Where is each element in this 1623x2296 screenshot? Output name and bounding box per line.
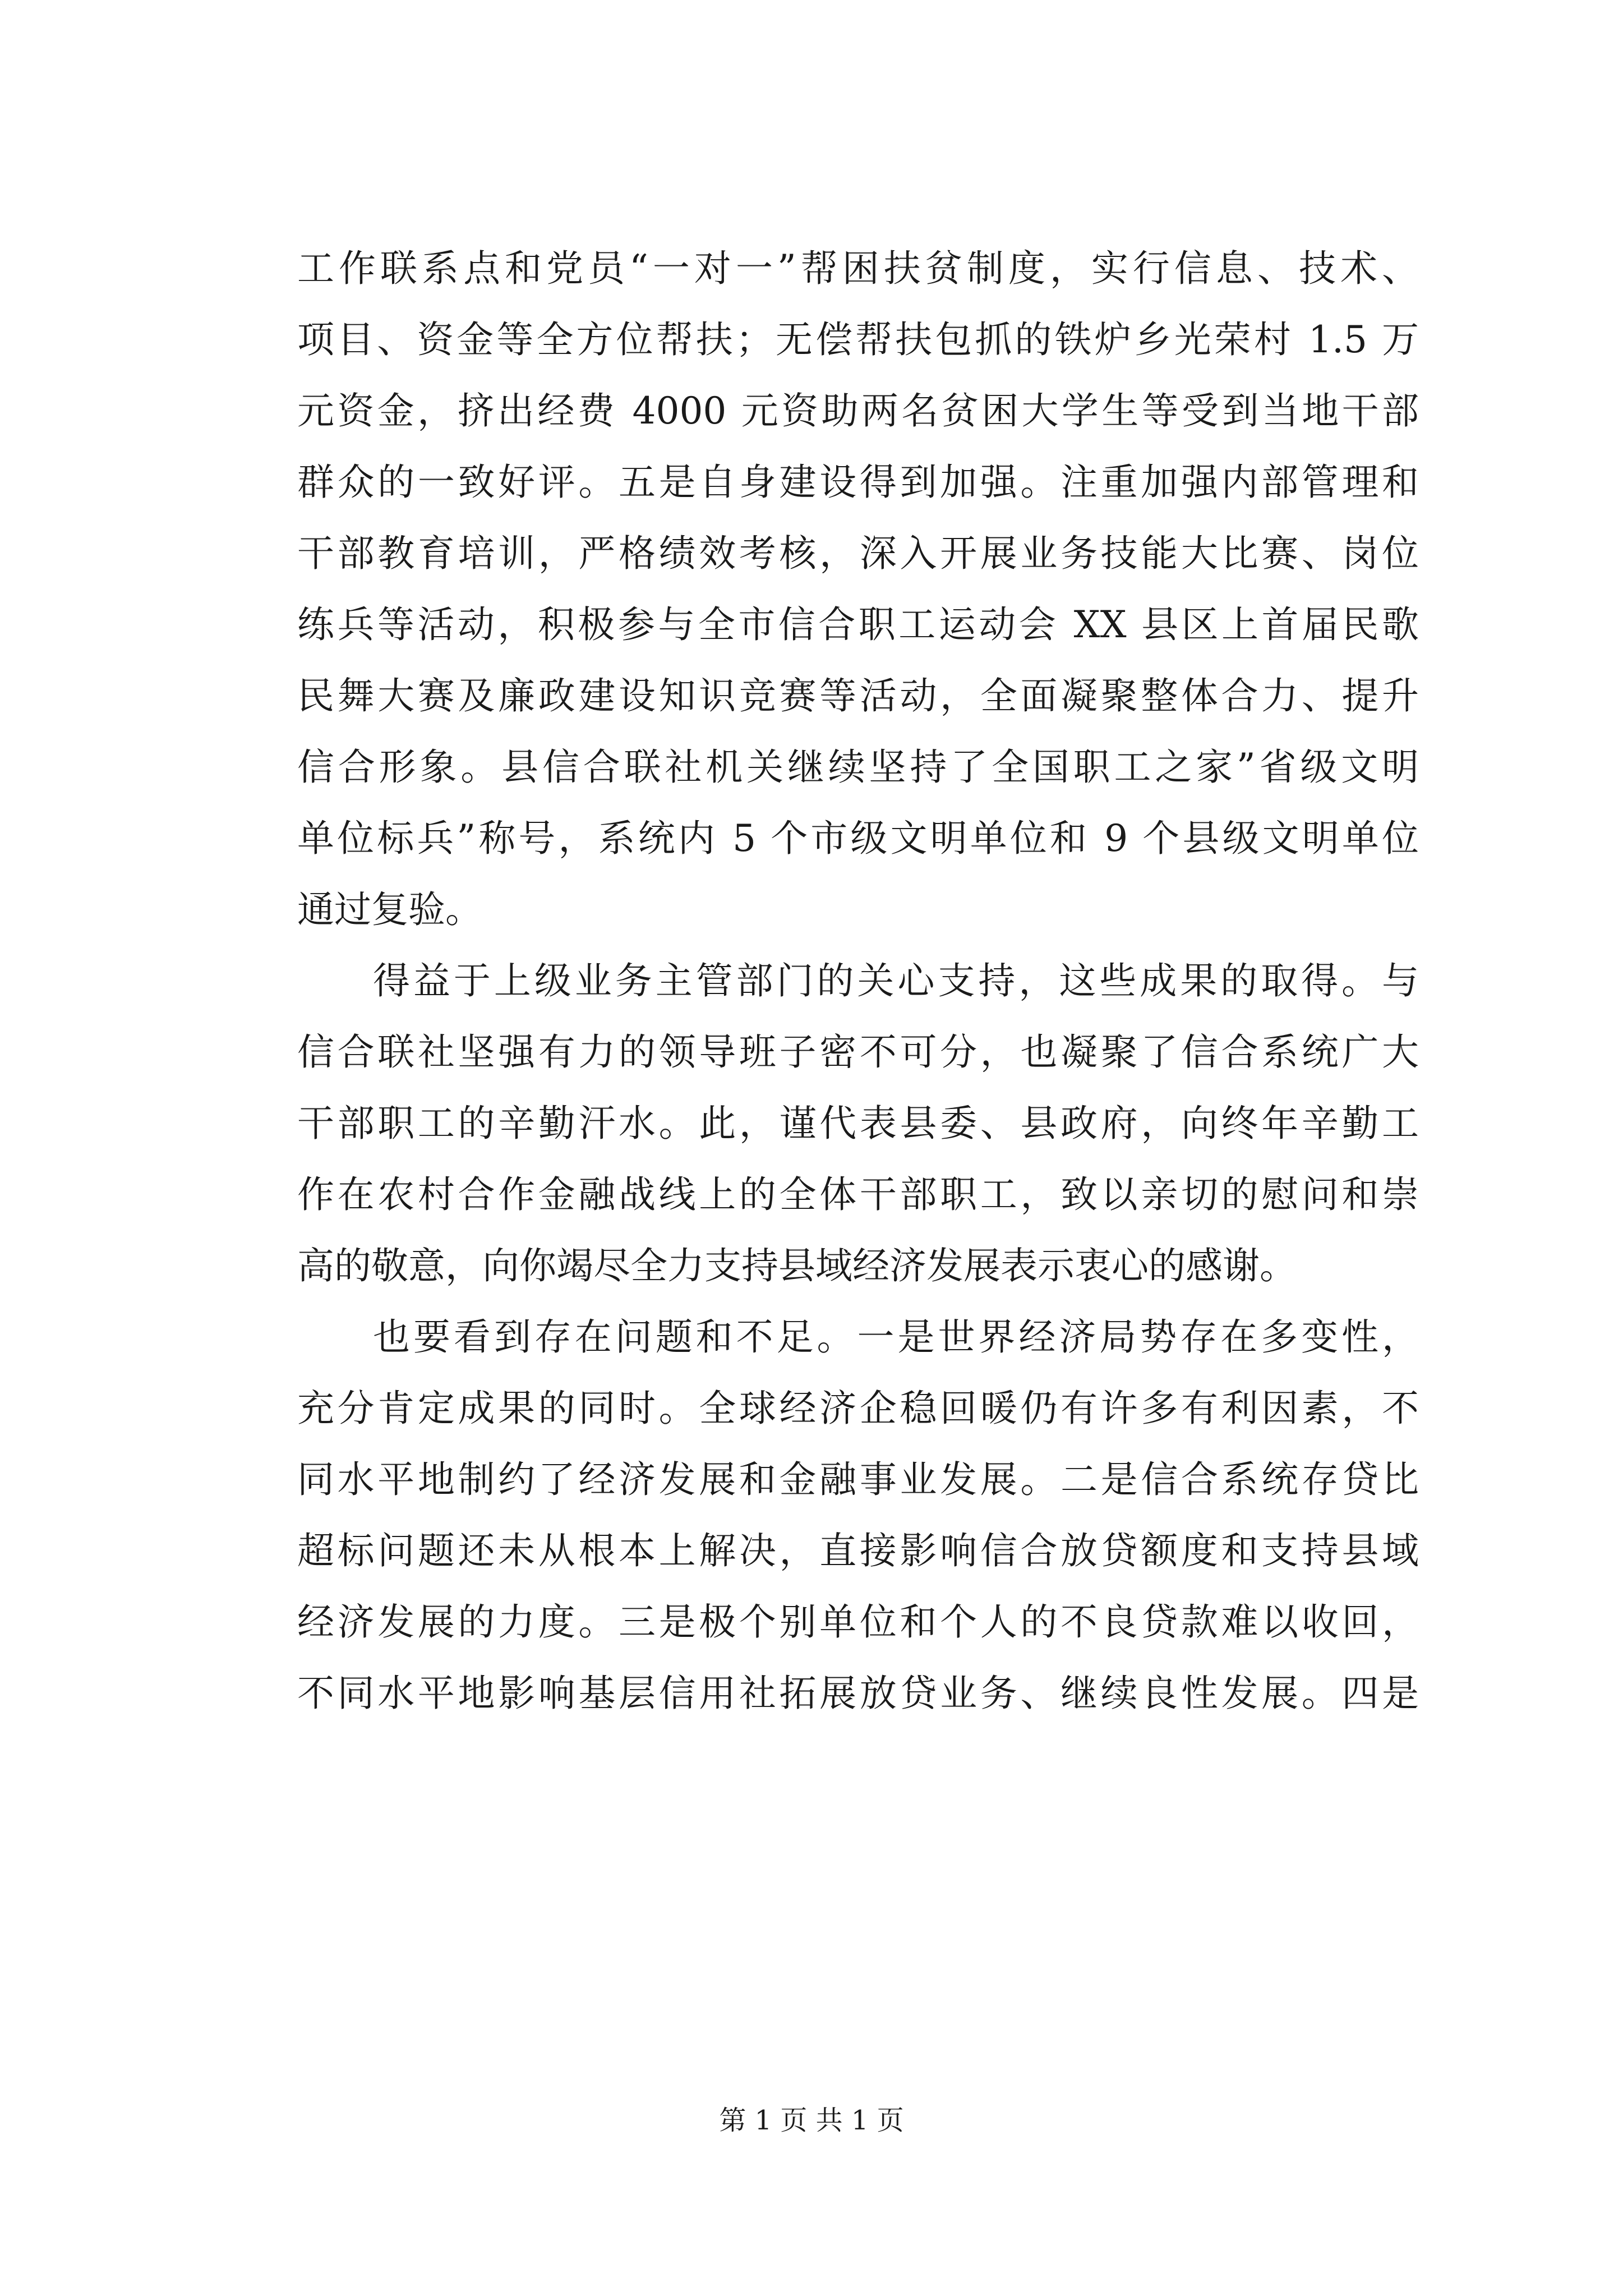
text-line-10: 通过复验。 <box>297 888 482 931</box>
text-line-14: 作在农村合作金融战线上的全体干部职工，致以亲切的慰问和崇 <box>297 1173 1419 1216</box>
text-line-2: 项目、资金等全方位帮扶；无偿帮扶包抓的铁炉乡光荣村 1.5 万 <box>297 318 1419 361</box>
text-line-3: 元资金，挤出经费 4000 元资助两名贫困大学生等受到当地干部 <box>297 389 1419 432</box>
text-line-7: 民舞大赛及廉政建设知识竞赛等活动，全面凝聚整体合力、提升 <box>297 674 1419 717</box>
text-line-21: 不同水平地影响基层信用社拓展放贷业务、继续良性发展。四是 <box>297 1672 1419 1715</box>
text-line-8: 信合形象。县信合联社机关继续坚持了全国职工之家”省级文明 <box>297 746 1419 789</box>
text-line-4: 群众的一致好评。五是自身建设得到加强。注重加强内部管理和 <box>297 461 1419 504</box>
document-body <box>297 233 1419 1729</box>
text-line-6: 练兵等活动，积极参与全市信合职工运动会 XX 县区上首届民歌 <box>297 603 1419 646</box>
text-line-11: 得益于上级业务主管部门的关心支持，这些成果的取得。与 <box>373 959 1419 1002</box>
text-line-9: 单位标兵”称号，系统内 5 个市级文明单位和 9 个县级文明单位 <box>297 817 1419 860</box>
page-number-footer: 第 1 页 共 1 页 <box>719 2105 904 2136</box>
text-line-5: 干部教育培训，严格绩效考核，深入开展业务技能大比赛、岗位 <box>297 532 1419 575</box>
text-line-1: 工作联系点和党员“一对一”帮困扶贫制度，实行信息、技术、 <box>297 247 1419 290</box>
text-line-20: 经济发展的力度。三是极个别单位和个人的不良贷款难以收回， <box>297 1600 1419 1644</box>
text-line-18: 同水平地制约了经济发展和金融事业发展。二是信合系统存贷比 <box>297 1458 1419 1501</box>
text-line-15: 高的敬意，向你竭尽全力支持县域经济发展表示衷心的感谢。 <box>297 1244 1297 1287</box>
text-line-17: 充分肯定成果的同时。全球经济企稳回暖仍有许多有利因素，不 <box>297 1387 1419 1430</box>
text-line-12: 信合联社坚强有力的领导班子密不可分，也凝聚了信合系统广大 <box>297 1030 1419 1074</box>
text-line-19: 超标问题还未从根本上解决，直接影响信合放贷额度和支持县域 <box>297 1529 1419 1572</box>
text-line-16: 也要看到存在问题和不足。一是世界经济局势存在多变性， <box>373 1315 1419 1359</box>
text-line-13: 干部职工的辛勤汗水。此，谨代表县委、县政府，向终年辛勤工 <box>297 1102 1419 1145</box>
